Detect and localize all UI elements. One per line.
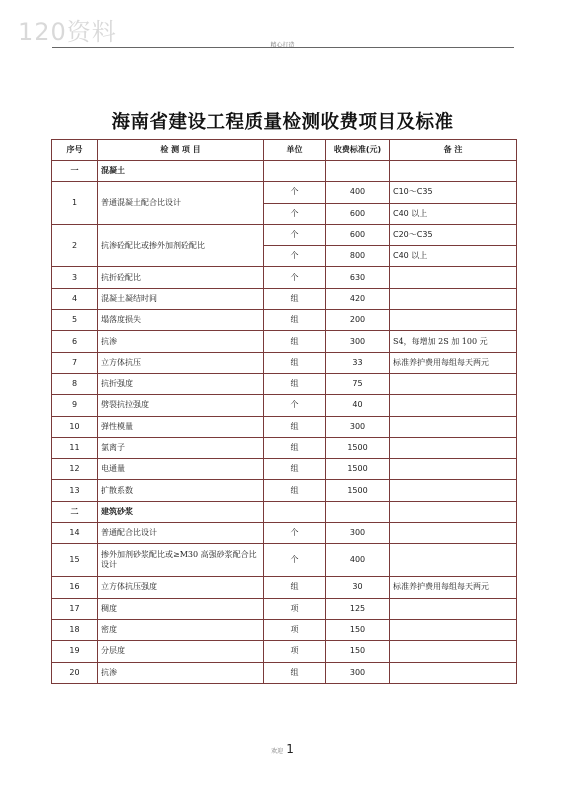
col-header-no: 序号 [52,140,98,161]
row-price: 33 [326,352,390,373]
row-note: 标准养护费用每组每天两元 [390,577,517,598]
row-price: 150 [326,619,390,640]
row-unit: 个 [264,544,326,577]
watermark: 120资料 [18,18,117,46]
row-item: 电通量 [98,459,264,480]
row-unit: 组 [264,577,326,598]
row-unit: 组 [264,662,326,683]
row-note [390,459,517,480]
section-name: 混凝土 [98,161,264,182]
row-price: 300 [326,662,390,683]
row-price: 125 [326,598,390,619]
table-row [52,544,517,577]
section-row [52,161,517,182]
section-price-cell [326,501,390,522]
row-item: 抗折砼配比 [98,267,264,288]
row-note [390,437,517,458]
table-row [52,288,517,309]
col-header-item: 检 测 项 目 [98,140,264,161]
row-note [390,662,517,683]
row-note [390,598,517,619]
row-price: 1500 [326,480,390,501]
row-item: 氯离子 [98,437,264,458]
row-number: 6 [52,331,98,352]
table-row [52,577,517,598]
row-note [390,523,517,544]
table-row [52,619,517,640]
row-number: 11 [52,437,98,458]
table-row [52,310,517,331]
table-row [52,459,517,480]
table-row [52,437,517,458]
row-price: 30 [326,577,390,598]
section-name: 建筑砂浆 [98,501,264,522]
footer-label: 欢迎 [271,748,284,755]
row-price: 75 [326,373,390,394]
row-note: C40 以上 [390,203,517,224]
table-row [52,331,517,352]
row-item: 立方体抗压强度 [98,577,264,598]
table-row [52,395,517,416]
row-price: 300 [326,416,390,437]
row-item: 普通混凝土配合比设计 [98,182,264,225]
row-note [390,544,517,577]
table-row [52,224,517,245]
row-price: 600 [326,224,390,245]
row-price: 150 [326,641,390,662]
row-number: 13 [52,480,98,501]
row-item: 掺外加剂砂浆配比或≥M30 高强砂浆配合比设计 [98,544,264,577]
row-number: 16 [52,577,98,598]
row-price: 630 [326,267,390,288]
row-unit: 组 [264,331,326,352]
row-unit: 组 [264,288,326,309]
table-row [52,182,517,203]
table-row [52,523,517,544]
row-number: 2 [52,224,98,267]
row-item: 普通配合比设计 [98,523,264,544]
row-number: 20 [52,662,98,683]
row-item: 弹性模量 [98,416,264,437]
row-unit: 个 [264,523,326,544]
row-price: 400 [326,182,390,203]
row-note: C20～C35 [390,224,517,245]
row-price: 420 [326,288,390,309]
row-number: 3 [52,267,98,288]
row-number: 7 [52,352,98,373]
row-note [390,310,517,331]
table-header-row [52,140,517,161]
row-item: 抗折强度 [98,373,264,394]
row-note [390,267,517,288]
row-item: 抗渗 [98,331,264,352]
row-price: 1500 [326,437,390,458]
row-number: 19 [52,641,98,662]
row-unit: 组 [264,416,326,437]
row-item: 抗渗砼配比或掺外加剂砼配比 [98,224,264,267]
page-header: 精心打造 [270,42,295,49]
row-note [390,288,517,309]
table-row [52,662,517,683]
table-row [52,641,517,662]
row-unit: 项 [264,641,326,662]
table-body [52,161,517,684]
row-number: 17 [52,598,98,619]
row-price: 400 [326,544,390,577]
row-item: 混凝土凝结时间 [98,288,264,309]
page-footer [0,742,565,756]
row-item: 密度 [98,619,264,640]
row-unit: 组 [264,373,326,394]
fee-table [51,139,517,684]
row-unit: 组 [264,480,326,501]
col-header-price: 收费标准(元) [326,140,390,161]
section-unit-cell [264,161,326,182]
table-row [52,480,517,501]
row-item: 抗渗 [98,662,264,683]
row-number: 4 [52,288,98,309]
row-unit: 项 [264,598,326,619]
section-note-cell [390,161,517,182]
page-number: 1 [286,742,294,756]
row-price: 40 [326,395,390,416]
row-unit: 项 [264,619,326,640]
row-number: 10 [52,416,98,437]
row-unit: 个 [264,182,326,203]
row-price: 1500 [326,459,390,480]
col-header-unit: 单位 [264,140,326,161]
row-unit: 个 [264,395,326,416]
row-number: 9 [52,395,98,416]
row-item: 劈裂抗拉强度 [98,395,264,416]
section-price-cell [326,161,390,182]
row-item: 立方体抗压 [98,352,264,373]
row-number: 14 [52,523,98,544]
row-unit: 组 [264,437,326,458]
row-note: 标准养护费用每组每天两元 [390,352,517,373]
document-title: 海南省建设工程质量检测收费项目及标准 [111,112,454,133]
table-row [52,352,517,373]
row-unit: 个 [264,224,326,245]
row-unit: 个 [264,203,326,224]
row-note [390,373,517,394]
row-note [390,395,517,416]
row-number: 1 [52,182,98,225]
row-unit: 组 [264,352,326,373]
row-price: 200 [326,310,390,331]
section-number: 一 [52,161,98,182]
row-note [390,416,517,437]
row-note [390,641,517,662]
table-row [52,267,517,288]
row-note [390,480,517,501]
row-price: 300 [326,331,390,352]
col-header-note: 备 注 [390,140,517,161]
row-note: C10～C35 [390,182,517,203]
row-price: 300 [326,523,390,544]
row-number: 18 [52,619,98,640]
row-unit: 个 [264,246,326,267]
table-row [52,416,517,437]
row-number: 8 [52,373,98,394]
row-number: 15 [52,544,98,577]
row-item: 分层度 [98,641,264,662]
row-item: 扩散系数 [98,480,264,501]
row-number: 12 [52,459,98,480]
row-note [390,619,517,640]
section-note-cell [390,501,517,522]
row-note: S4，每增加 2S 加 100 元 [390,331,517,352]
table-row [52,373,517,394]
row-unit: 组 [264,310,326,331]
table-row [52,598,517,619]
row-price: 600 [326,203,390,224]
row-unit: 个 [264,267,326,288]
section-number: 二 [52,501,98,522]
section-row [52,501,517,522]
row-item: 塌落度损失 [98,310,264,331]
header-divider [52,47,514,48]
row-note: C40 以上 [390,246,517,267]
row-unit: 组 [264,459,326,480]
row-price: 800 [326,246,390,267]
section-unit-cell [264,501,326,522]
row-number: 5 [52,310,98,331]
row-item: 稠度 [98,598,264,619]
